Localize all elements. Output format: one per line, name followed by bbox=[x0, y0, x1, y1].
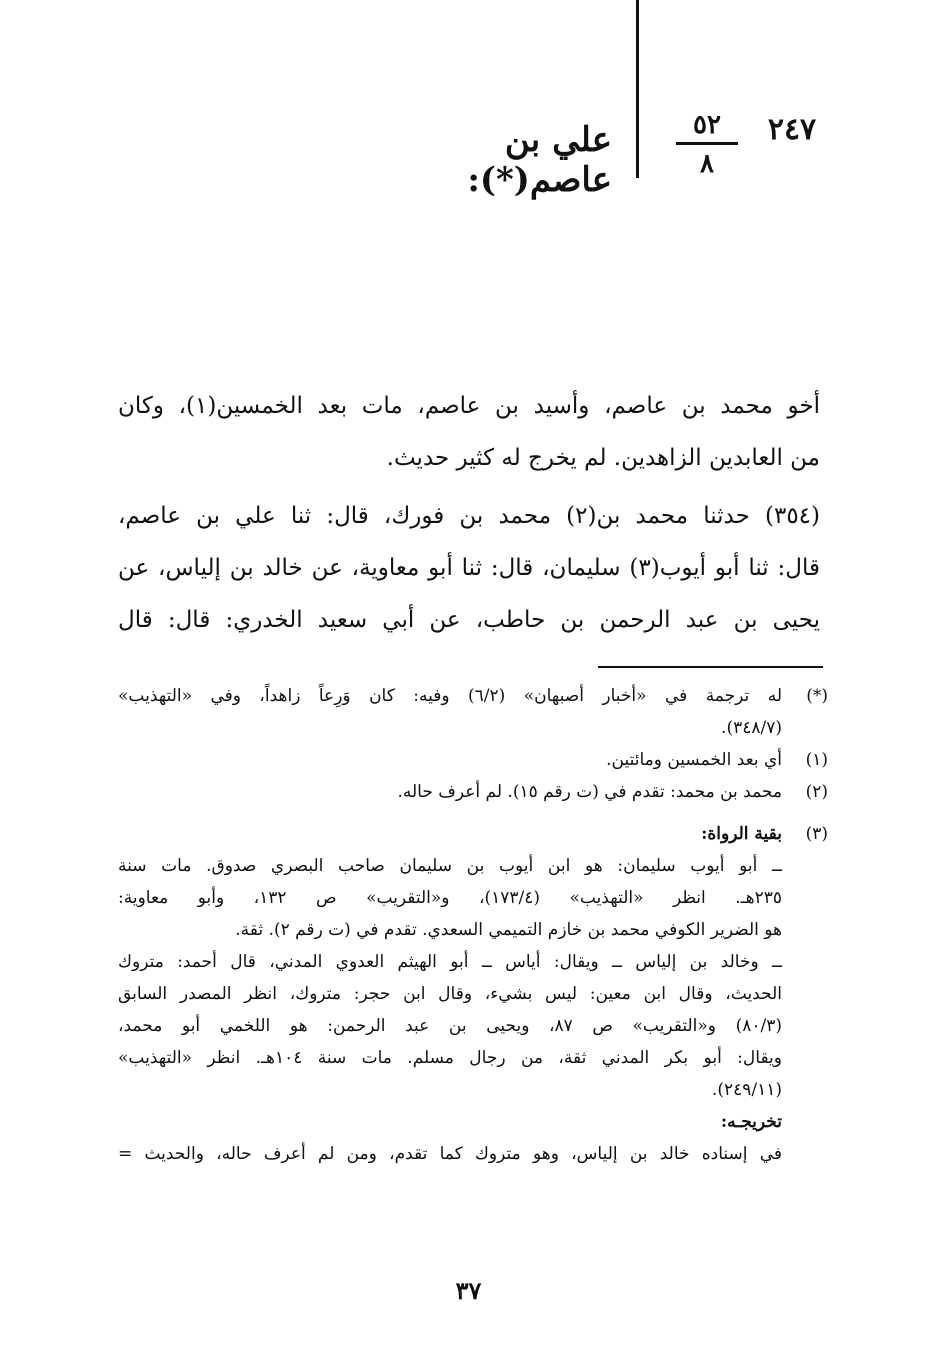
page-number: ٣٧ bbox=[455, 1276, 482, 1305]
footnote-heading: بقية الرواة: bbox=[701, 824, 782, 844]
footnote-line: ٢٣٥هـ. انظر «التهذيب» (١٧٣/٤)، و«التقريب» ص ١٣٢، وأبو معاوية: bbox=[118, 888, 782, 908]
footnote-line: في إسناده خالد بن إلياس، وهو متروك كما تقدم، ومن لم أعرف حاله، والحديث = bbox=[118, 1144, 782, 1164]
footnote-line: ــ وخالد بن إلياس ــ ويقال: أياس ــ أبو الهيثم العدوي المدني، قال أحمد: متروك bbox=[118, 952, 782, 972]
narrators-details bbox=[118, 850, 828, 1170]
text-line: أخو محمد بن عاصم، وأسيد بن عاصم، مات بعد الخمسين(١)، وكان bbox=[118, 393, 820, 419]
hadith-paragraph bbox=[118, 490, 820, 646]
footnote-mark: (١) bbox=[805, 750, 828, 770]
fraction-bottom: ٨ bbox=[700, 149, 714, 179]
footnote-line: ويقال: أبو بكر المدني ثقة، من رجال مسلم. مات سنة ١٠٤هـ. انظر «التهذيب» bbox=[118, 1048, 782, 1068]
footnotes bbox=[118, 680, 828, 1170]
biography-paragraph bbox=[118, 380, 820, 484]
footnote-mark: (*) bbox=[806, 686, 828, 706]
footnote-line: ــ أبو أيوب سليمان: هو ابن أيوب بن سليمان صاحب البصري صدوق. مات سنة bbox=[118, 856, 782, 876]
text-line: قال: ثنا أبو أيوب(٣) سليمان، قال: ثنا أبو معاوية، عن خالد بن إلياس، عن bbox=[118, 555, 820, 581]
footnote-line: له ترجمة في «أخبار أصبهان» (٦/٢) وفيه: كان وَرِعاً زاهداً، وفي «التهذيب» bbox=[118, 686, 782, 706]
footnote-line: (٣٤٨/٧). bbox=[721, 718, 782, 738]
header-vertical-rule bbox=[636, 0, 639, 178]
fraction-top: ٥٢ bbox=[693, 110, 721, 140]
fraction-bar bbox=[676, 142, 738, 145]
footnote-line: (٢٤٩/١١). bbox=[711, 1080, 782, 1100]
footnote-line: هو الضرير الكوفي محمد بن خازم التميمي السعدي. تقدم في (ت رقم ٢). ثقة. bbox=[235, 920, 782, 940]
footnote-separator bbox=[598, 666, 823, 668]
footnote-mark: (٣) bbox=[805, 824, 828, 844]
footnote-1 bbox=[118, 744, 828, 776]
footnote-line: الحديث، وقال ابن معين: ليس بشيء، وقال ابن حجر: متروك، انظر المصدر السابق bbox=[118, 984, 782, 1004]
footnote-star bbox=[118, 680, 828, 744]
footnote-mark: (٢) bbox=[805, 782, 828, 802]
entry-title: علي بن عاصم(*): bbox=[467, 120, 612, 200]
entry-fraction bbox=[672, 110, 742, 181]
footnote-line: أي بعد الخمسين ومائتين. bbox=[606, 750, 782, 770]
footnote-2 bbox=[118, 776, 828, 808]
text-line: من العابدين الزاهدين. لم يخرج له كثير حديث. bbox=[386, 445, 820, 471]
entry-number: ٢٤٧ bbox=[767, 112, 817, 147]
footnote-line: محمد بن محمد: تقدم في (ت رقم ١٥). لم أعرف حاله. bbox=[397, 782, 782, 802]
footnote-3 bbox=[118, 818, 828, 850]
footnote-line: (٨٠/٣) و«التقريب» ص ٨٧، ويحيى بن عبد الرحمن: هو اللخمي أبو محمد، bbox=[118, 1016, 782, 1036]
text-line: يحيى بن عبد الرحمن بن حاطب، عن أبي سعيد الخدري: قال: قال bbox=[118, 607, 820, 633]
takhrij-heading: تخريجـه: bbox=[720, 1112, 782, 1132]
text-line: (٣٥٤) حدثنا محمد بن(٢) محمد بن فورك، قال: ثنا علي بن عاصم، bbox=[118, 503, 821, 529]
